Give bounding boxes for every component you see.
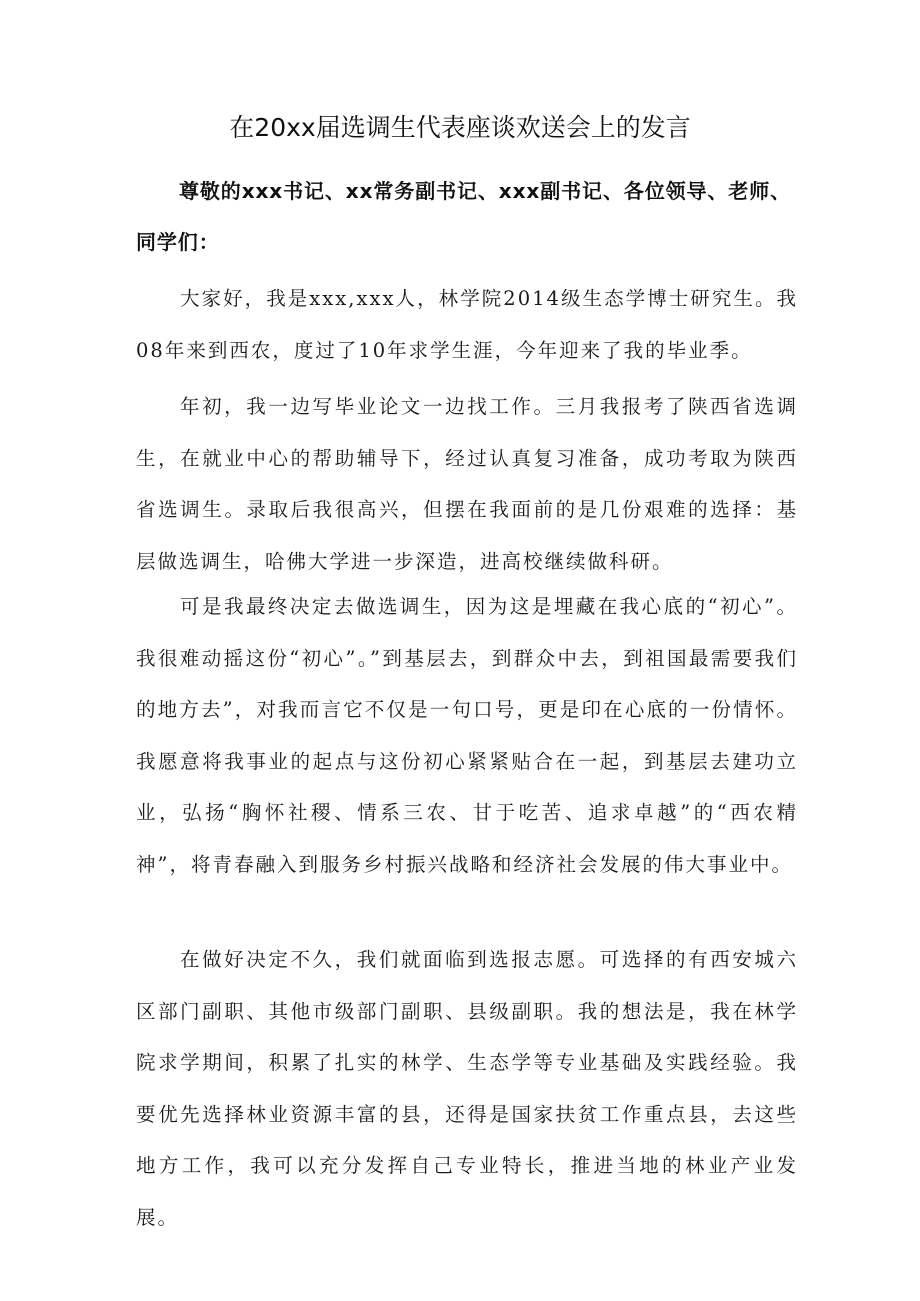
body-paragraph-1: 大家好，我是xxx,xxx人，林学院2014级生态学博士研究生。我08年来到西农，度过了10年求学生涯，今年迎来了我的毕业季。 [136, 287, 798, 362]
salutation: 尊敬的xxx书记、xx常务副书记、xxx副书记、各位领导、老师、同学们： [136, 179, 792, 254]
document-title: 在20xx届选调生代表座谈欢送会上的发言 [229, 113, 691, 142]
body-paragraph-4: 在做好决定不久，我们就面临到选报志愿。可选择的有西安城六区部门副职、其他市级部门副职、县级副职。我的想法是，我在林学院求学期间，积累了扎实的林学、生态学等专业基础及实践经验。我要优先选择林业资源丰富的县，还得是国家扶贫工作重点县，去这些地方工作，我可以充分发挥自己专业特长，推进当地的林业产业发展。 [136, 948, 798, 1229]
body-paragraph-2: 年初，我一边写毕业论文一边找工作。三月我报考了陕西省选调生，在就业中心的帮助辅导下，经过认真复习准备，成功考取为陕西省选调生。录取后我很高兴，但摆在我面前的是几份艰难的选择：基层做选调生，哈佛大学进一步深造，进高校继续做科研。 [136, 395, 798, 573]
body-paragraph-3: 可是我最终决定去做选调生，因为这是埋藏在我心底的“初心”。我很难动摇这份“初心”。”到基层去，到群众中去，到祖国最需要我们的地方去”，对我而言它不仅是一句口号，更是印在心底的一份情怀。我愿意将我事业的起点与这份初心紧紧贴合在一起，到基层去建功立业，弘扬“胸怀社稷、情系三农、甘于吃苦、追求卓越”的“西农精神”，将青春融入到服务乡村振兴战略和经济社会发展的伟大事业中。 [136, 595, 798, 876]
